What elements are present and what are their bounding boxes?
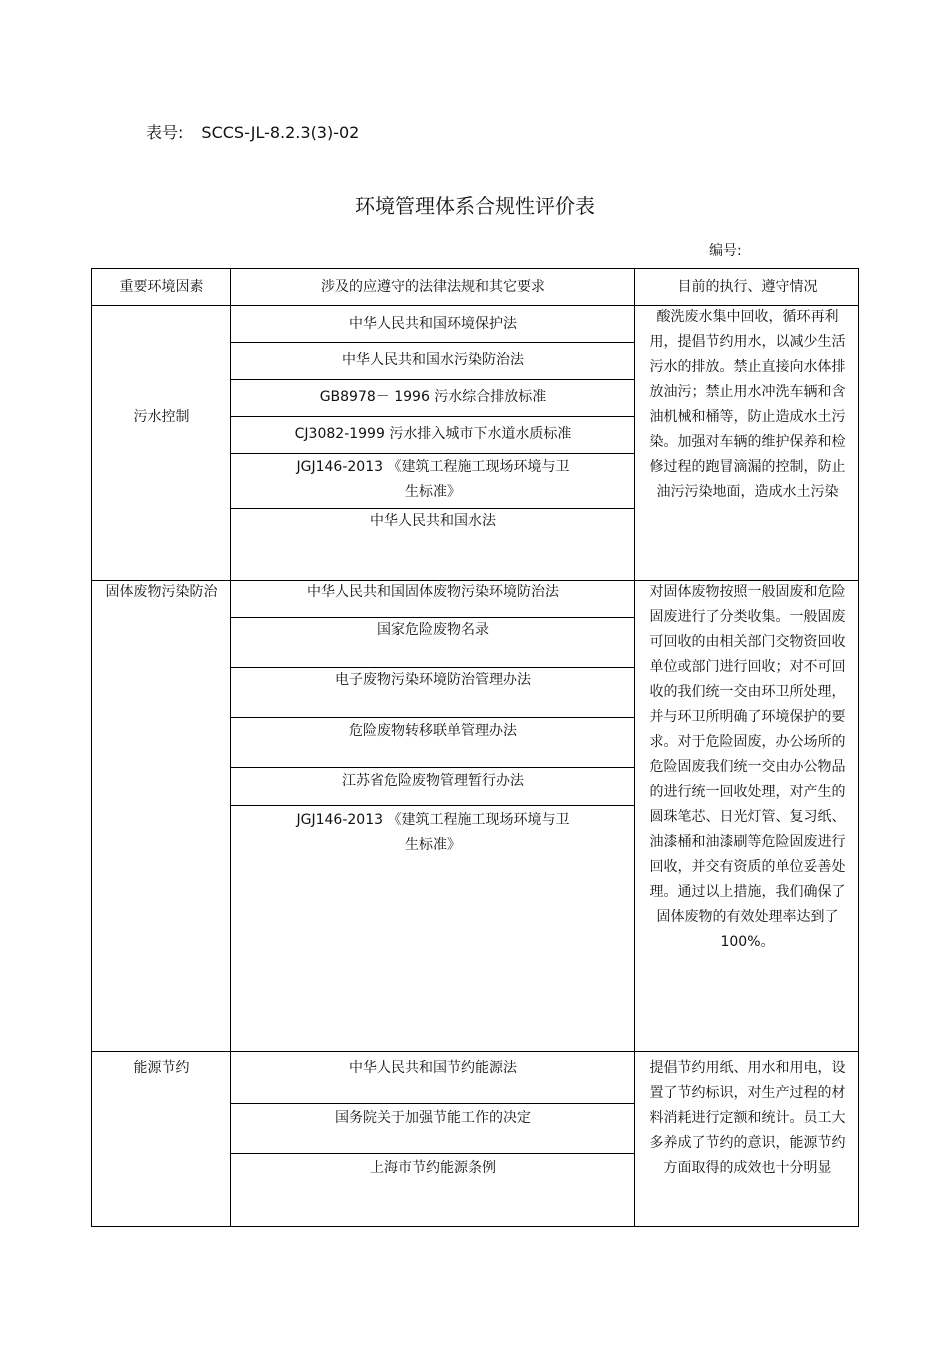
row-divider	[230, 1153, 634, 1154]
status-text: 提倡节约用纸、用水和用电，设置了节约标识，对生产过程的材料消耗进行定额和统计。员工大多养成了节约的意识，能源节约方面取得的成效也十分明显	[649, 1060, 846, 1176]
law-item: 中华人民共和国水法	[370, 513, 496, 529]
law-item: JGJ146-2013 《建筑工程施工现场环境与卫生标准》	[296, 812, 570, 853]
header-factor: 重要环境因素	[119, 279, 204, 295]
law-item: CJ3082-1999 污水排入城市下水道水质标准	[294, 426, 572, 442]
law-item: 江苏省危险废物管理暂行办法	[342, 773, 524, 789]
compliance-table	[91, 268, 859, 1227]
page-title: 环境管理体系合规性评价表	[355, 194, 595, 218]
row-divider	[230, 342, 634, 343]
row-divider	[92, 1051, 858, 1052]
law-item: 上海市节约能源条例	[370, 1160, 496, 1176]
status-wastewater	[635, 305, 860, 505]
header-status: 目前的执行、遵守情况	[677, 279, 818, 295]
row-divider	[230, 805, 634, 806]
law-item: 中华人民共和国环境保护法	[349, 316, 517, 332]
law-item: 中华人民共和国固体废物污染环境防治法	[307, 584, 559, 600]
form-number-value: SCCS-JL-8.2.3(3)-02	[201, 123, 360, 142]
row-divider	[230, 453, 634, 454]
law-item: GB8978－ 1996 污水综合排放标准	[319, 389, 547, 405]
serial-number-label: 编号:	[709, 243, 742, 259]
status-text: 酸洗废水集中回收，循环再利用，提倡节约用水，以减少生活污水的排放。禁止直接向水体排放油污；禁止用水冲洗车辆和含油机械和桶等，防止造成水土污染。加强对车辆的维护保养和检修过程的跑冒滴漏的控制，防止油污污染地面，造成水土污染	[649, 309, 846, 500]
factor-solid-waste: 固体废物污染防治	[105, 584, 218, 600]
form-number	[146, 120, 359, 143]
status-text: 对固体废物按照一般固废和危险固废进行了分类收集。一般固废可回收的由相关部门交物资回收单位或部门进行回收；对不可回收的我们统一交由环卫所处理，并与环卫所明确了环境保护的要求。对于危险固废，办公场所的危险固废我们统一交由办公物品的进行统一回收处理，对产生的圆珠笔芯、日光灯管、复习纸、油漆桶和油漆刷等危险固废进行回收，并交有资质的单位妥善处理。通过以上措施，我们确保了固体废物的有效处理率达到了100%。	[649, 584, 846, 950]
law-item: 中华人民共和国水污染防治法	[342, 352, 524, 368]
law-item: 国家危险废物名录	[377, 622, 489, 638]
header-laws: 涉及的应遵守的法律法规和其它要求	[321, 279, 545, 295]
law-item: 中华人民共和国节约能源法	[349, 1060, 517, 1076]
row-divider	[230, 767, 634, 768]
factor-energy: 能源节约	[133, 1060, 190, 1076]
law-item: 国务院关于加强节能工作的决定	[335, 1110, 531, 1126]
law-item: JGJ146-2013 《建筑工程施工现场环境与卫生标准》	[296, 459, 570, 500]
law-item: 电子废物污染环境防治管理办法	[335, 672, 531, 688]
status-energy	[635, 1056, 860, 1181]
row-divider	[230, 1103, 634, 1104]
form-number-label: 表号:	[146, 123, 184, 142]
status-solid-waste	[635, 580, 860, 955]
row-divider	[230, 379, 634, 380]
row-divider	[230, 416, 634, 417]
factor-wastewater: 污水控制	[133, 409, 190, 425]
law-item: 危险废物转移联单管理办法	[349, 723, 517, 739]
row-divider	[230, 717, 634, 718]
